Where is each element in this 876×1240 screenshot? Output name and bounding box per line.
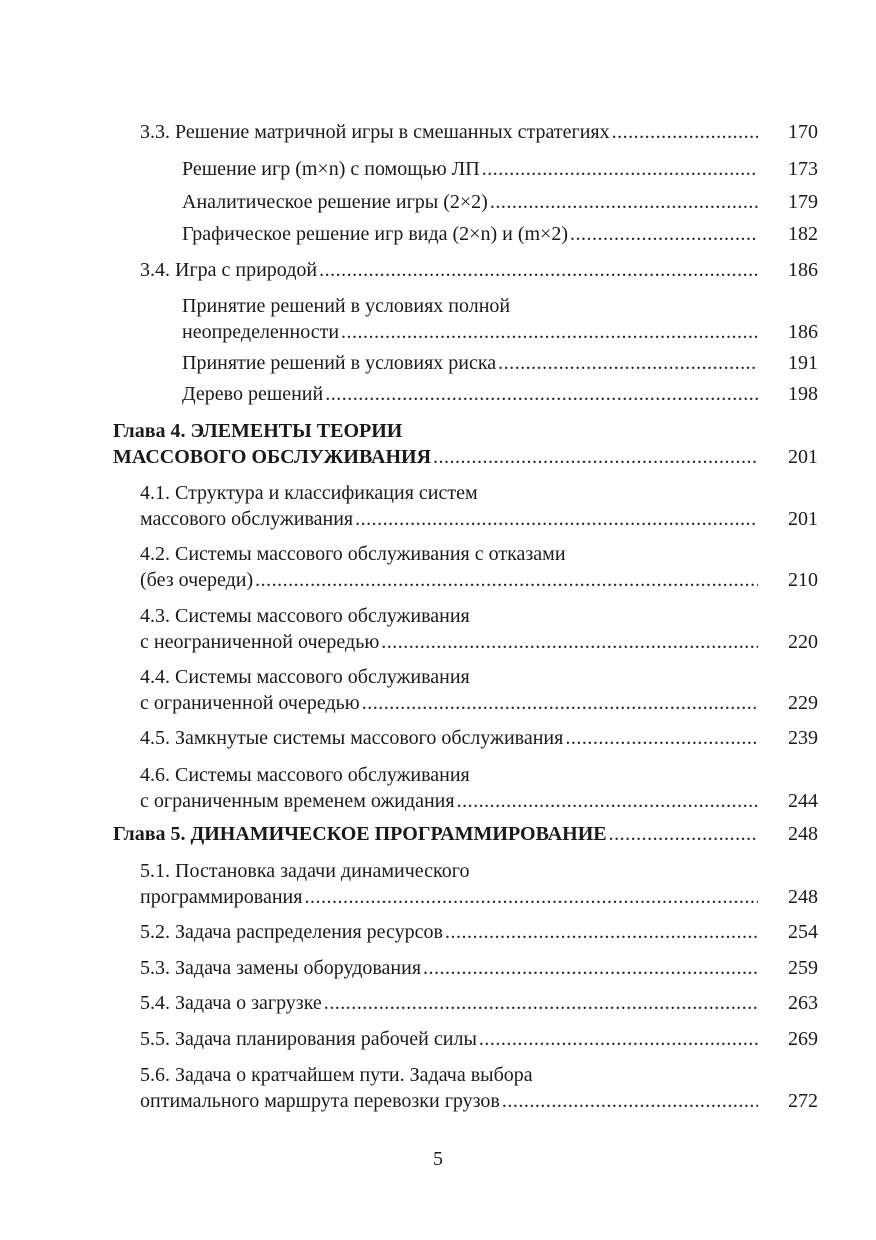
dot-leader [570,224,758,244]
toc-page-number: 272 [788,1090,818,1112]
toc-page-number: 201 [788,508,818,530]
toc-page-number: 220 [788,631,818,653]
toc-entry [140,663,818,714]
toc-page-number: 186 [788,321,818,343]
dot-leader [502,1091,758,1111]
toc-entry-line [140,989,818,1014]
toc-entry-title: 5.5. Задача планирования рабочей силы [140,1028,477,1050]
toc-page-number: 170 [788,121,818,143]
toc-entry-line [140,566,818,591]
toc-entry-line [140,954,818,979]
dot-leader [479,1029,758,1049]
toc-entry-line [140,602,760,626]
toc-entry-line [140,628,818,653]
dot-leader [355,509,758,529]
toc-entry-title: 5.1. Постановка задачи динамического [140,860,470,882]
toc-entry-title: Решение игр (m×n) с помощью ЛП [182,158,480,180]
toc-entry-line [140,505,818,530]
toc-entry-title: 4.4. Системы массового обслуживания [140,666,470,688]
toc-entry-line [140,256,818,281]
toc-entry-line [182,318,818,343]
toc-entry [182,220,818,245]
toc-entry-title: Аналитическое решение игры (2×2) [182,191,488,213]
toc-entry-title: неопределенности [182,321,340,343]
toc-entry [140,989,818,1014]
toc-entry-title: 4.6. Системы массового обслуживания [140,764,470,786]
toc-page-number: 179 [788,191,818,213]
toc-page-number: 248 [788,886,818,908]
toc-entry-title: 5.4. Задача о загрузке [140,992,322,1014]
dot-leader [457,791,758,811]
toc-entry-line [140,724,818,749]
toc-entry [140,118,818,143]
toc-entry [140,761,818,812]
toc-entry-line [182,349,818,374]
toc-entry-line [140,1061,760,1085]
toc-entry-line [140,883,818,908]
dot-leader [362,693,758,713]
toc-entry-title: 5.3. Задача замены оборудования [140,957,422,979]
toc-entry [140,540,818,591]
page-number: 5 [433,1148,443,1170]
dot-leader [612,122,758,142]
toc-entry-title: Глава 4. ЭЛЕМЕНТЫ ТЕОРИИ [113,420,403,442]
dot-leader [341,322,758,342]
dot-leader [255,570,758,590]
toc-entry-line [140,1025,818,1050]
toc-page-number: 269 [788,1028,818,1050]
toc-entry-line [182,380,818,405]
toc-entry-title: 3.4. Игра с природой [140,259,318,281]
dot-leader [423,958,758,978]
toc-entry [140,479,818,530]
dot-leader [319,260,758,280]
toc-entry-line [140,857,760,881]
toc-page-number: 259 [788,957,818,979]
toc-page-number: 173 [788,158,818,180]
toc-entry-title: МАССОВОГО ОБСЛУЖИВАНИЯ [113,446,432,468]
toc-entry-line [140,689,818,714]
toc-chapter-entry [113,417,818,468]
toc-entry-title: 4.2. Системы массового обслуживания с отказами [140,543,566,565]
toc-entry-line [140,118,818,143]
toc-page-number: 263 [788,992,818,1014]
toc-entry-title: 4.1. Структура и классификация систем [140,482,478,504]
toc-entry-title: с ограниченной очередью [140,692,360,714]
toc-entry [140,602,818,653]
toc-entry [140,256,818,281]
toc-entry [182,349,818,374]
toc-entry-title: Графическое решение игр вида (2×n) и (m×2) [182,223,568,245]
toc-entry-line [140,479,760,503]
toc-page-number: 229 [788,692,818,714]
dot-leader [498,353,758,373]
toc-page-number: 239 [788,727,818,749]
toc-entry-line [113,443,818,468]
toc-entry [182,292,818,343]
dot-leader [490,192,758,212]
toc-page-number: 201 [788,446,818,468]
toc-entry [140,1025,818,1050]
toc-entry-title: (без очереди) [140,569,254,591]
toc-entry-title: оптимального маршрута перевозки грузов [140,1090,500,1112]
dot-leader [324,993,758,1013]
toc-entry-title: 4.5. Замкнутые системы массового обслуживания [140,727,564,749]
toc-page-number: 182 [788,223,818,245]
toc-entry-line [182,155,818,180]
toc-entry-title: с неограниченной очередью [140,631,380,653]
toc-entry-line [182,292,760,316]
toc-entry-line [140,918,818,943]
toc-entry-title: с ограниченным временем ожидания [140,790,455,812]
toc-page-number: 248 [788,823,818,845]
dot-leader [445,922,758,942]
toc-entry-line [182,220,818,245]
toc-entry [182,188,818,213]
toc-page-number: 191 [788,352,818,374]
toc-entry-title: Глава 5. ДИНАМИЧЕСКОЕ ПРОГРАММИРОВАНИЕ [113,823,607,845]
toc-entry-line [140,663,760,687]
toc-entry [182,155,818,180]
toc-entry-line [113,820,818,845]
toc-entry [182,380,818,405]
dot-leader [609,824,758,844]
toc-page-number: 210 [788,569,818,591]
toc-entry-line [140,1087,818,1112]
toc-entry-line [182,188,818,213]
toc-entry-title: Дерево решений [182,383,324,405]
toc-page-number: 244 [788,790,818,812]
toc-entry-line [113,417,760,441]
toc-entry [140,857,818,908]
toc-entry-title: массового обслуживания [140,508,354,530]
toc-entry [140,724,818,749]
dot-leader [381,632,758,652]
dot-leader [433,447,758,467]
toc-entry-title: Принятие решений в условиях полной [182,295,511,317]
dot-leader [565,728,758,748]
dot-leader [482,159,758,179]
toc-page-number: 198 [788,383,818,405]
dot-leader [304,887,758,907]
toc-chapter-entry [113,820,818,845]
toc-entry-line [140,540,760,564]
toc-entry [140,1061,818,1112]
toc-page-number: 254 [788,921,818,943]
toc-entry [140,954,818,979]
toc-entry-title: 4.3. Системы массового обслуживания [140,605,470,627]
toc-entry-title: 5.2. Задача распределения ресурсов [140,921,443,943]
toc-entry-title: программирования [140,886,303,908]
toc-entry-title: Принятие решений в условиях риска [182,352,497,374]
toc-entry-title: 3.3. Решение матричной игры в смешанных стратегиях [140,121,610,143]
toc-entry-title: 5.6. Задача о кратчайшем пути. Задача выбора [140,1064,533,1086]
toc-entry [140,918,818,943]
toc-page-number: 186 [788,259,818,281]
toc-entry-line [140,761,760,785]
toc-entry-line [140,787,818,812]
dot-leader [325,384,758,404]
